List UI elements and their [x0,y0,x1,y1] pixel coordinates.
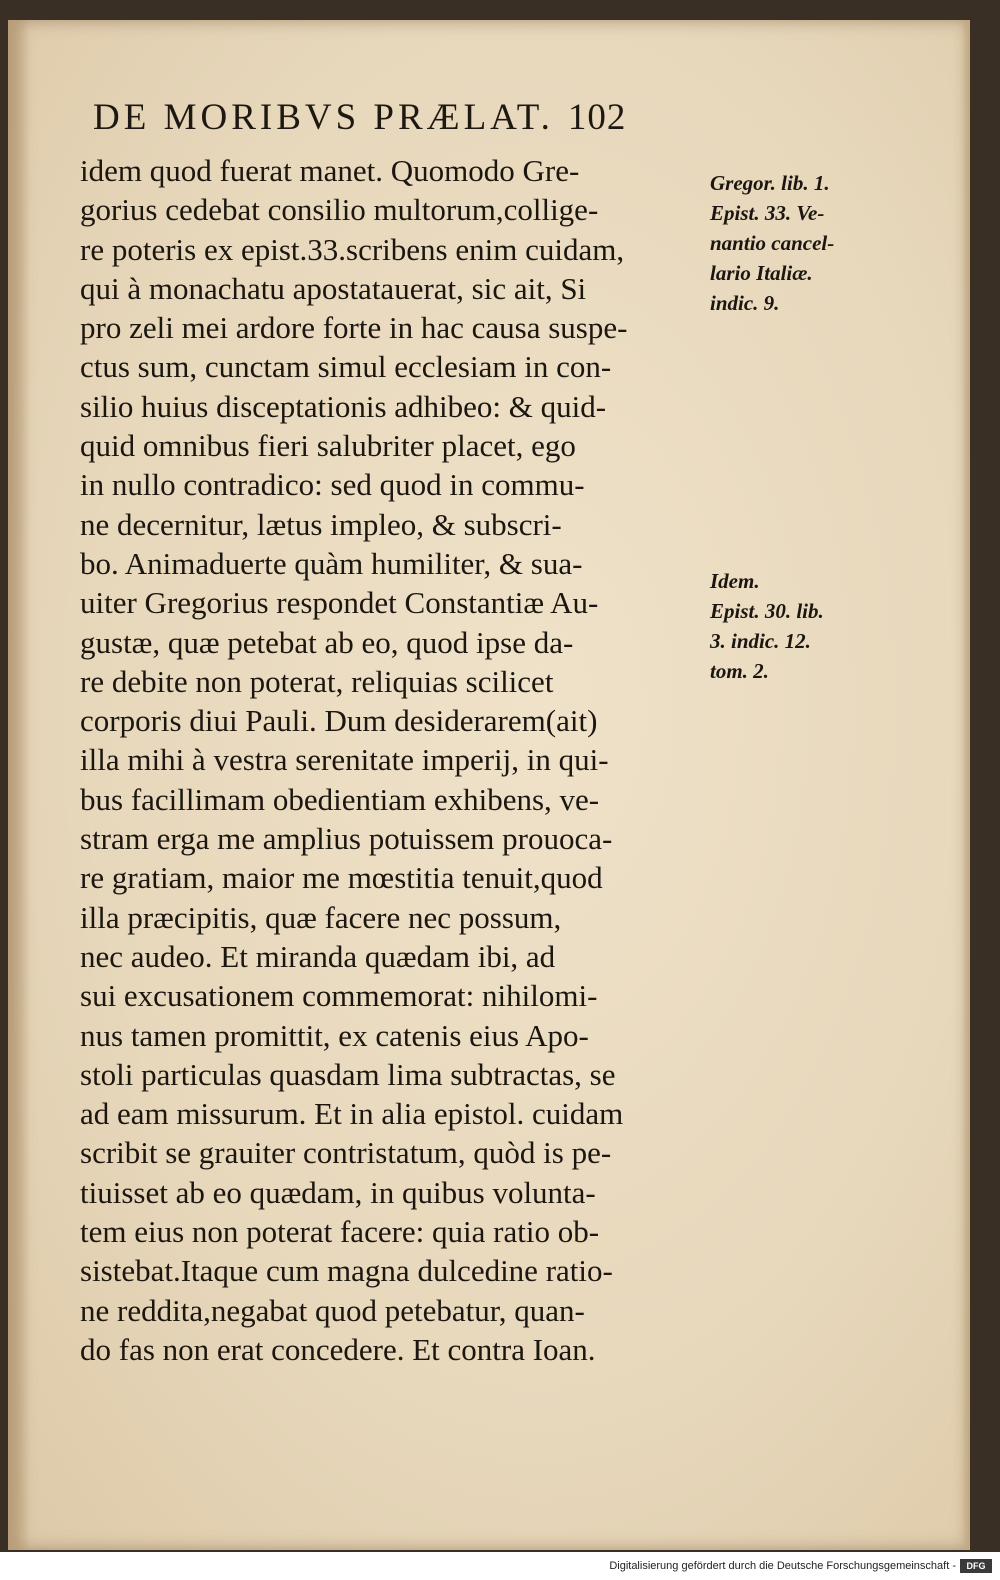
text-line: re gratiam, maior me mœstitia tenuit,quod [80,860,603,896]
note-line: Epist. 33. Ve- [710,201,825,225]
page-number: 102 [567,97,627,138]
text-line: re poteris ex epist.33.scribens enim cuidam, [80,231,625,267]
footer-bar [0,1552,1000,1580]
text-line: do fas non erat concedere. Et contra Ioan. [80,1331,596,1367]
text-line: bus facillimam obedientiam exhibens, ve- [80,781,600,817]
page-edge [962,20,970,1550]
marginal-note-idem [710,566,885,686]
text-line: ctus sum, cunctam simul ecclesiam in con- [80,349,612,385]
funding-credit: Digitalisierung gefördert durch die Deutsche Forschungsgemeinschaft - [609,1560,956,1572]
text-line: bo. Animaduerte quàm humiliter, & sua- [80,545,583,581]
note-line: lario Italiæ. [710,261,813,285]
text-line: corporis diui Pauli. Dum desiderarem(ait) [80,703,598,739]
text-line: ne decernitur, lætus impleo, & subscri- [80,506,562,542]
text-line: in nullo contradico: sed quod in commu- [80,467,585,503]
main-text-block [80,151,720,1369]
text-line: idem quod fuerat manet. Quomodo Gre- [80,153,580,188]
note-line: Epist. 30. lib. [710,599,824,623]
note-line: Gregor. lib. 1. [710,171,830,195]
text-line: ne reddita,negabat quod petebatur, quan- [80,1292,585,1328]
text-line: gustæ, quæ petebat ab eo, quod ipse da- [80,624,574,660]
text-line: gorius cedebat consilio multorum,collige- [80,192,599,228]
text-line: nec audeo. Et miranda quædam ibi, ad [80,938,556,974]
text-line: sistebat.Itaque cum magna dulcedine ratio- [80,1253,613,1289]
text-line: nus tamen promittit, ex catenis eius Apo- [80,1017,589,1053]
page-gutter [8,20,30,1550]
running-head [93,96,703,139]
text-line: sui excusationem commemorat: nihilomi- [80,978,598,1014]
text-line: illa præcipitis, quæ facere nec possum, [80,899,562,935]
note-line: Idem. [710,569,760,593]
text-line: ad eam missurum. Et in alia epistol. cuidam [80,1096,624,1132]
note-line: nantio cancel- [710,231,835,255]
dfg-logo: DFG [960,1559,992,1573]
text-line: uiter Gregorius respondet Constantiæ Au- [80,585,599,621]
note-line: 3. indic. 12. [710,629,811,653]
running-title: DE MORIBVS PRÆLAT. [93,97,554,138]
text-line: illa mihi à vestra serenitate imperij, in qui- [80,742,609,778]
text-line: pro zeli mei ardore forte in hac causa suspe- [80,310,628,346]
marginal-note-gregor [710,168,885,318]
note-line: indic. 9. [710,291,780,315]
text-line: stram erga me amplius potuissem prouoca- [80,821,613,857]
text-line: silio huius disceptationis adhibeo: & quid- [80,388,607,424]
text-line: qui à monachatu apostatauerat, sic ait, Si [80,270,587,306]
text-line: re debite non poterat, reliquias scilicet [80,663,554,699]
text-line: stoli particulas quasdam lima subtractas, se [80,1056,616,1092]
text-line: tem eius non poterat facere: quia ratio ob- [80,1214,600,1250]
note-line: tom. 2. [710,659,769,683]
text-line: quid omnibus fieri salubriter placet, ego [80,428,576,464]
text-line: tiuisset ab eo quædam, in quibus volunta- [80,1174,596,1210]
text-line: scribit se grauiter contristatum, quòd is pe- [80,1135,612,1171]
